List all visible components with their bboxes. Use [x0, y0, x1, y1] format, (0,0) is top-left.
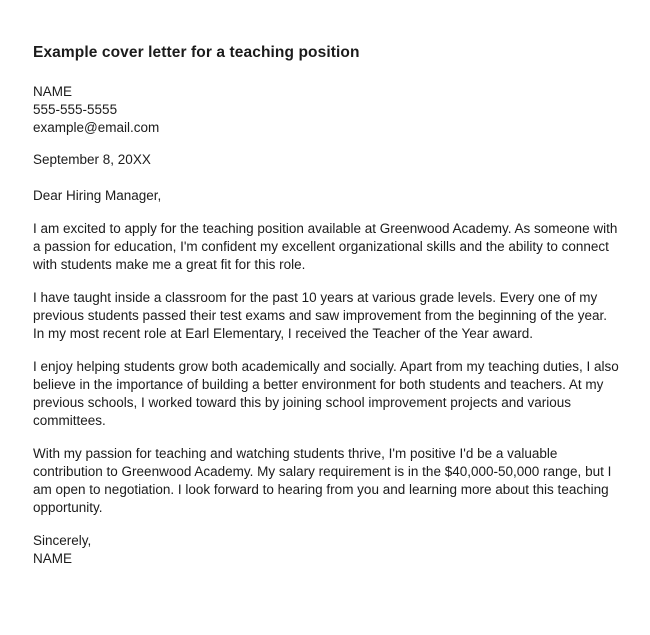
closing-block	[33, 532, 622, 568]
letter-date: September 8, 20XX	[33, 152, 151, 167]
contact-name: NAME	[33, 84, 73, 99]
contact-block	[33, 83, 622, 137]
body-paragraph-3: I enjoy helping students grow both academically and socially. Apart from my teaching duties, I also believe in the importance of building a better environment for both students and teachers. At my previous schools, I worked toward this by joining school improvement projects and various committees.	[33, 359, 619, 428]
body-paragraph-1: I am excited to apply for the teaching position available at Greenwood Academy. As someone with a passion for education, I'm confident my excellent organizational skills and the ability to connect with students make me a great fit for this role.	[33, 221, 618, 272]
document-title: Example cover letter for a teaching position	[33, 44, 360, 61]
salutation: Dear Hiring Manager,	[33, 188, 162, 203]
body-paragraph-2: I have taught inside a classroom for the past 10 years at various grade levels. Every one of my previous students passed their test exams and saw improvement from the beginning of the year. In my most recent role at Earl Elementary, I received the Teacher of the Year award.	[33, 290, 608, 341]
contact-email: example@email.com	[33, 120, 160, 135]
body-paragraph-4: With my passion for teaching and watching students thrive, I'm positive I'd be a valuable contribution to Greenwood Academy. My salary requirement is in the $40,000-50,000 range, but I am open to negotiation. I look forward to hearing from you and learning more about this teaching opportunity.	[33, 446, 612, 515]
closing-valediction: Sincerely,	[33, 533, 92, 548]
signature-name: NAME	[33, 551, 73, 566]
contact-phone: 555-555-5555	[33, 102, 118, 117]
